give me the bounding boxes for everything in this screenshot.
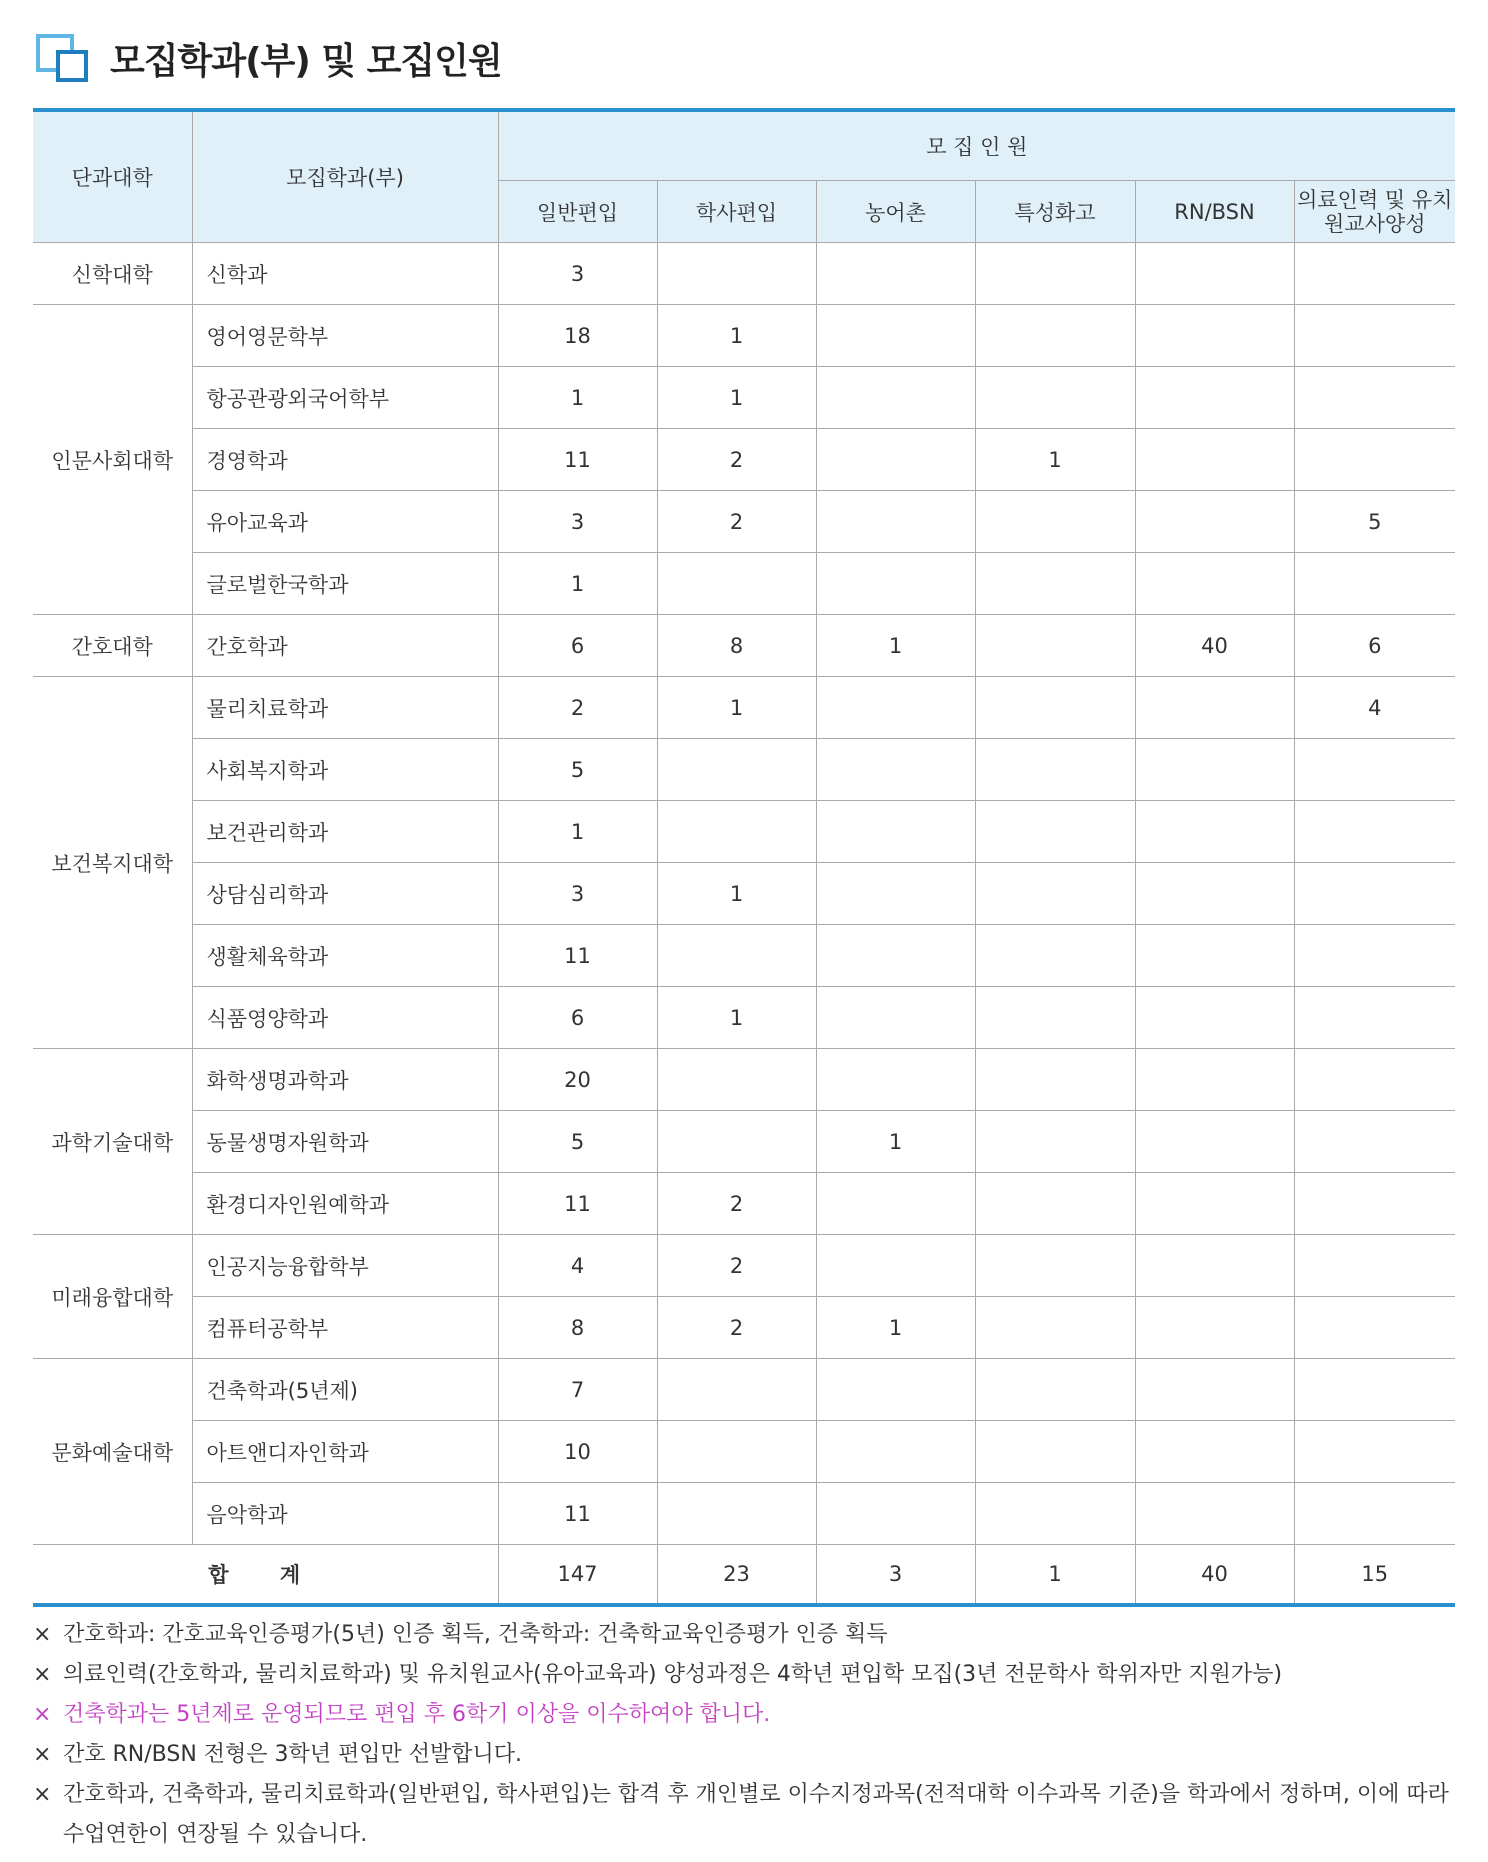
quota-cell bbox=[1294, 987, 1455, 1049]
note-text: 간호학과, 건축학과, 물리치료학과(일반편입, 학사편입)는 합격 후 개인별로 이수지정과목(전적대학 이수과목 기준)을 학과에서 정하며, 이에 따라 수업연한이 연장될 수 있습니다. bbox=[63, 1782, 1449, 1847]
quota-cell bbox=[975, 1173, 1135, 1235]
department-cell: 동물생명자원학과 bbox=[192, 1111, 498, 1173]
note-text: 간호학과: 간호교육인증평가(5년) 인증 획득, 건축학과: 건축학교육인증평가 인증 획득 bbox=[63, 1622, 888, 1647]
quota-cell bbox=[1135, 1111, 1294, 1173]
quota-cell: 1 bbox=[498, 553, 657, 615]
quota-cell bbox=[975, 1235, 1135, 1297]
department-cell: 화학생명과학과 bbox=[192, 1049, 498, 1111]
quota-cell bbox=[816, 243, 975, 305]
quota-cell bbox=[816, 491, 975, 553]
quota-cell bbox=[1135, 429, 1294, 491]
quota-cell: 1 bbox=[657, 367, 816, 429]
header-general-transfer: 일반편입 bbox=[498, 181, 657, 243]
quota-cell bbox=[1294, 1111, 1455, 1173]
quota-cell bbox=[1135, 305, 1294, 367]
table-row bbox=[33, 553, 1455, 615]
quota-cell bbox=[816, 1235, 975, 1297]
quota-cell bbox=[975, 243, 1135, 305]
quota-cell: 1 bbox=[657, 677, 816, 739]
college-cell: 보건복지대학 bbox=[33, 677, 192, 1049]
quota-cell: 1 bbox=[816, 615, 975, 677]
department-cell: 글로벌한국학과 bbox=[192, 553, 498, 615]
quota-cell bbox=[657, 801, 816, 863]
total-cell: 23 bbox=[657, 1545, 816, 1606]
table-row bbox=[33, 1049, 1455, 1111]
quota-cell: 6 bbox=[498, 615, 657, 677]
quota-cell: 5 bbox=[1294, 491, 1455, 553]
quota-cell bbox=[975, 305, 1135, 367]
table-row bbox=[33, 739, 1455, 801]
table-row bbox=[33, 243, 1455, 305]
table-row bbox=[33, 1173, 1455, 1235]
quota-cell bbox=[816, 1049, 975, 1111]
note-item bbox=[33, 1655, 1453, 1695]
quota-cell bbox=[816, 925, 975, 987]
quota-cell bbox=[657, 553, 816, 615]
college-cell: 문화예술대학 bbox=[33, 1359, 192, 1545]
quota-cell bbox=[657, 243, 816, 305]
quota-cell bbox=[657, 739, 816, 801]
note-text: 의료인력(간호학과, 물리치료학과) 및 유치원교사(유아교육과) 양성과정은 4학년 편입학 모집(3년 전문학사 학위자만 지원가능) bbox=[63, 1662, 1283, 1687]
quota-cell bbox=[1294, 1359, 1455, 1421]
quota-cell: 3 bbox=[498, 491, 657, 553]
quota-cell bbox=[1294, 429, 1455, 491]
quota-cell bbox=[1135, 553, 1294, 615]
quota-cell: 1 bbox=[816, 1297, 975, 1359]
quota-cell bbox=[816, 1421, 975, 1483]
quota-cell bbox=[1294, 367, 1455, 429]
table-row bbox=[33, 429, 1455, 491]
quota-cell: 2 bbox=[657, 1173, 816, 1235]
quota-cell: 3 bbox=[498, 243, 657, 305]
quota-cell bbox=[1135, 1359, 1294, 1421]
quota-cell bbox=[816, 553, 975, 615]
quota-cell: 6 bbox=[1294, 615, 1455, 677]
quota-cell: 4 bbox=[1294, 677, 1455, 739]
total-cell: 15 bbox=[1294, 1545, 1455, 1606]
table-body bbox=[33, 243, 1455, 1606]
department-cell: 유아교육과 bbox=[192, 491, 498, 553]
quota-cell: 18 bbox=[498, 305, 657, 367]
quota-cell bbox=[1294, 1173, 1455, 1235]
quota-cell bbox=[1135, 925, 1294, 987]
quota-cell bbox=[816, 739, 975, 801]
quota-cell bbox=[1135, 801, 1294, 863]
table-row bbox=[33, 863, 1455, 925]
quota-cell bbox=[1135, 863, 1294, 925]
quota-cell bbox=[816, 367, 975, 429]
note-item bbox=[33, 1695, 1453, 1735]
quota-cell bbox=[975, 1297, 1135, 1359]
header-quota-group: 모 집 인 원 bbox=[498, 110, 1455, 181]
department-cell: 아트앤디자인학과 bbox=[192, 1421, 498, 1483]
quota-cell: 3 bbox=[498, 863, 657, 925]
table-row bbox=[33, 1235, 1455, 1297]
department-cell: 보건관리학과 bbox=[192, 801, 498, 863]
department-cell: 건축학과(5년제) bbox=[192, 1359, 498, 1421]
notes-list bbox=[33, 1615, 1453, 1855]
note-mark-icon: × bbox=[33, 1742, 52, 1767]
quota-cell bbox=[816, 801, 975, 863]
quota-cell bbox=[816, 1359, 975, 1421]
quota-cell bbox=[816, 1173, 975, 1235]
quota-cell bbox=[657, 1483, 816, 1545]
quota-cell: 1 bbox=[498, 801, 657, 863]
quota-cell bbox=[1135, 1049, 1294, 1111]
quota-cell bbox=[975, 739, 1135, 801]
quota-cell bbox=[1294, 863, 1455, 925]
quota-cell: 11 bbox=[498, 925, 657, 987]
college-cell: 인문사회대학 bbox=[33, 305, 192, 615]
quota-cell bbox=[816, 987, 975, 1049]
quota-cell: 8 bbox=[657, 615, 816, 677]
quota-cell bbox=[1294, 1421, 1455, 1483]
header-rural: 농어촌 bbox=[816, 181, 975, 243]
quota-cell bbox=[1135, 1235, 1294, 1297]
table-row bbox=[33, 491, 1455, 553]
page-title: 모집학과(부) 및 모집인원 bbox=[110, 40, 502, 82]
department-cell: 항공관광외국어학부 bbox=[192, 367, 498, 429]
note-item bbox=[33, 1775, 1453, 1855]
quota-cell bbox=[1294, 305, 1455, 367]
department-cell: 상담심리학과 bbox=[192, 863, 498, 925]
quota-cell bbox=[816, 863, 975, 925]
total-cell: 40 bbox=[1135, 1545, 1294, 1606]
note-text: 건축학과는 5년제로 운영되므로 편입 후 6학기 이상을 이수하여야 합니다. bbox=[63, 1702, 771, 1727]
quota-cell bbox=[1135, 1483, 1294, 1545]
quota-cell bbox=[1294, 1049, 1455, 1111]
quota-cell bbox=[975, 491, 1135, 553]
department-cell: 생활체육학과 bbox=[192, 925, 498, 987]
total-cell: 147 bbox=[498, 1545, 657, 1606]
note-mark-icon: × bbox=[33, 1622, 52, 1647]
quota-cell bbox=[1135, 1173, 1294, 1235]
department-cell: 물리치료학과 bbox=[192, 677, 498, 739]
quota-cell bbox=[1294, 1235, 1455, 1297]
quota-cell bbox=[1135, 491, 1294, 553]
quota-cell: 11 bbox=[498, 1173, 657, 1235]
quota-table bbox=[33, 108, 1455, 1607]
department-cell: 인공지능융합학부 bbox=[192, 1235, 498, 1297]
quota-cell: 5 bbox=[498, 739, 657, 801]
quota-cell bbox=[657, 1111, 816, 1173]
table-row bbox=[33, 987, 1455, 1049]
total-cell: 3 bbox=[816, 1545, 975, 1606]
quota-cell: 1 bbox=[816, 1111, 975, 1173]
table-row bbox=[33, 1111, 1455, 1173]
quota-cell: 1 bbox=[975, 429, 1135, 491]
header-vocational: 특성화고 bbox=[975, 181, 1135, 243]
total-label bbox=[33, 1545, 498, 1606]
quota-cell bbox=[975, 987, 1135, 1049]
quota-cell: 1 bbox=[657, 305, 816, 367]
quota-cell bbox=[657, 925, 816, 987]
table-row bbox=[33, 1483, 1455, 1545]
quota-cell bbox=[1294, 801, 1455, 863]
quota-cell bbox=[657, 1359, 816, 1421]
quota-cell bbox=[1135, 987, 1294, 1049]
total-label-text: 합 계 bbox=[208, 1563, 323, 1587]
quota-cell bbox=[975, 553, 1135, 615]
note-mark-icon: × bbox=[33, 1702, 52, 1727]
quota-cell bbox=[975, 1359, 1135, 1421]
note-mark-icon: × bbox=[33, 1662, 52, 1687]
quota-cell bbox=[657, 1421, 816, 1483]
quota-cell bbox=[1294, 553, 1455, 615]
note-item bbox=[33, 1615, 1453, 1655]
note-mark-icon: × bbox=[33, 1782, 52, 1807]
quota-cell bbox=[816, 677, 975, 739]
quota-cell: 2 bbox=[657, 491, 816, 553]
quota-cell bbox=[1135, 677, 1294, 739]
college-cell: 간호대학 bbox=[33, 615, 192, 677]
quota-cell: 1 bbox=[657, 863, 816, 925]
quota-cell bbox=[1135, 367, 1294, 429]
quota-cell: 20 bbox=[498, 1049, 657, 1111]
quota-cell: 1 bbox=[498, 367, 657, 429]
quota-cell bbox=[975, 615, 1135, 677]
page-header bbox=[36, 34, 502, 82]
header-bachelor-transfer: 학사편입 bbox=[657, 181, 816, 243]
quota-cell: 40 bbox=[1135, 615, 1294, 677]
quota-cell: 11 bbox=[498, 429, 657, 491]
department-cell: 영어영문학부 bbox=[192, 305, 498, 367]
quota-cell bbox=[1294, 1297, 1455, 1359]
quota-cell bbox=[1135, 1421, 1294, 1483]
college-cell: 미래융합대학 bbox=[33, 1235, 192, 1359]
department-cell: 사회복지학과 bbox=[192, 739, 498, 801]
note-text: 간호 RN/BSN 전형은 3학년 편입만 선발합니다. bbox=[63, 1742, 523, 1767]
department-cell: 식품영양학과 bbox=[192, 987, 498, 1049]
quota-cell bbox=[1294, 1483, 1455, 1545]
quota-cell bbox=[975, 1483, 1135, 1545]
quota-cell: 2 bbox=[657, 429, 816, 491]
quota-cell bbox=[1135, 1297, 1294, 1359]
table-row bbox=[33, 367, 1455, 429]
quota-cell bbox=[1294, 243, 1455, 305]
quota-cell: 2 bbox=[498, 677, 657, 739]
quota-cell bbox=[975, 677, 1135, 739]
quota-cell bbox=[975, 367, 1135, 429]
department-cell: 간호학과 bbox=[192, 615, 498, 677]
quota-cell bbox=[1135, 243, 1294, 305]
quota-cell bbox=[975, 801, 1135, 863]
quota-cell: 10 bbox=[498, 1421, 657, 1483]
department-cell: 컴퓨터공학부 bbox=[192, 1297, 498, 1359]
quota-cell bbox=[1135, 739, 1294, 801]
header-college: 단과대학 bbox=[33, 110, 192, 243]
quota-cell: 8 bbox=[498, 1297, 657, 1359]
quota-cell bbox=[657, 1049, 816, 1111]
department-cell: 환경디자인원예학과 bbox=[192, 1173, 498, 1235]
quota-cell bbox=[1294, 925, 1455, 987]
quota-cell: 1 bbox=[657, 987, 816, 1049]
table-row bbox=[33, 1297, 1455, 1359]
total-cell: 1 bbox=[975, 1545, 1135, 1606]
table-row bbox=[33, 615, 1455, 677]
table-row bbox=[33, 305, 1455, 367]
college-cell: 과학기술대학 bbox=[33, 1049, 192, 1235]
table-row bbox=[33, 1359, 1455, 1421]
quota-cell bbox=[816, 305, 975, 367]
table-row bbox=[33, 677, 1455, 739]
quota-cell: 4 bbox=[498, 1235, 657, 1297]
table-row bbox=[33, 801, 1455, 863]
section-squares-icon bbox=[36, 34, 88, 82]
quota-cell bbox=[816, 429, 975, 491]
quota-cell bbox=[975, 1111, 1135, 1173]
quota-cell: 2 bbox=[657, 1297, 816, 1359]
quota-cell bbox=[816, 1483, 975, 1545]
quota-cell bbox=[1294, 739, 1455, 801]
quota-cell: 5 bbox=[498, 1111, 657, 1173]
department-cell: 신학과 bbox=[192, 243, 498, 305]
quota-cell: 7 bbox=[498, 1359, 657, 1421]
college-cell: 신학대학 bbox=[33, 243, 192, 305]
department-cell: 경영학과 bbox=[192, 429, 498, 491]
table-row bbox=[33, 925, 1455, 987]
header-medical-teacher: 의료인력 및 유치원교사양성 bbox=[1294, 181, 1455, 243]
quota-cell bbox=[975, 1421, 1135, 1483]
total-row bbox=[33, 1545, 1455, 1606]
quota-cell bbox=[975, 1049, 1135, 1111]
table-row bbox=[33, 1421, 1455, 1483]
quota-cell: 6 bbox=[498, 987, 657, 1049]
quota-cell bbox=[975, 925, 1135, 987]
quota-cell: 11 bbox=[498, 1483, 657, 1545]
department-cell: 음악학과 bbox=[192, 1483, 498, 1545]
header-rn-bsn: RN/BSN bbox=[1135, 181, 1294, 243]
quota-cell bbox=[975, 863, 1135, 925]
note-item bbox=[33, 1735, 1453, 1775]
quota-cell: 2 bbox=[657, 1235, 816, 1297]
header-department: 모집학과(부) bbox=[192, 110, 498, 243]
